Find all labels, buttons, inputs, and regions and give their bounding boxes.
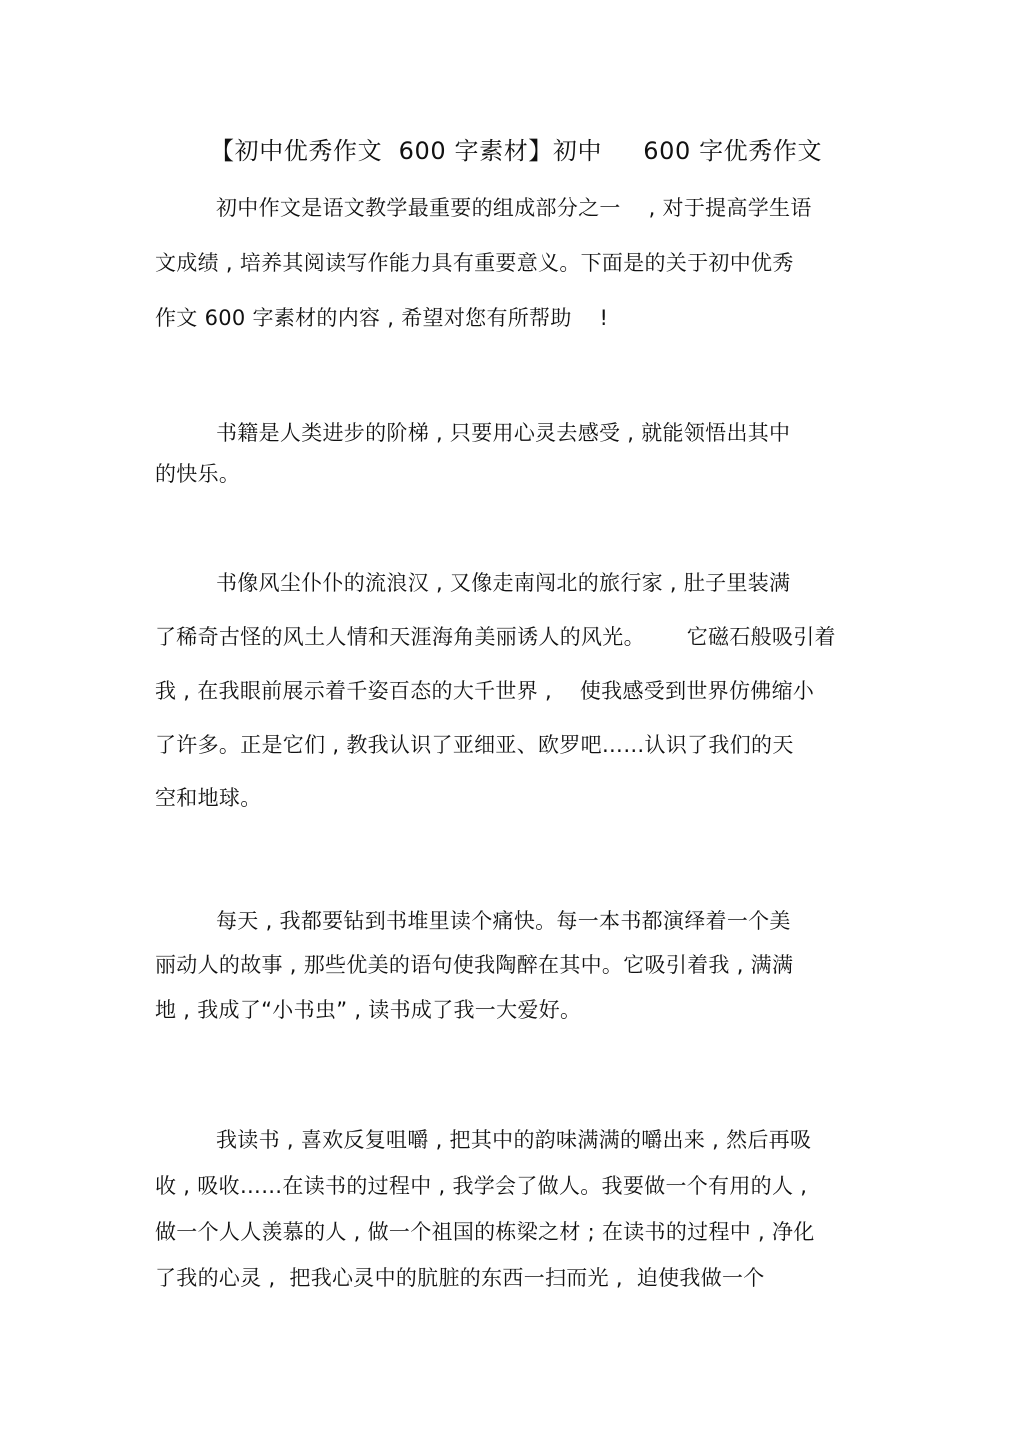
paragraph-5-line-2: 收 , 吸收……在读书的过程中 , 我学会了做人。我要做一个有用的人 , (155, 1174, 808, 1198)
paragraph-3-line-4: 了许多。正是它们 , 教我认识了亚细亚、欧罗吧……认识了我们的天 (155, 733, 794, 757)
paragraph-1-line-1: 初中作文是语文教学最重要的组成部分之一 , 对于提高学生语 (216, 196, 812, 220)
paragraph-1-line-2: 文成绩 , 培养其阅读写作能力具有重要意义。下面是的关于初中优秀 (155, 251, 794, 275)
paragraph-5-line-3: 做一个人人羡慕的人 , 做一个祖国的栋梁之材 ; 在读书的过程中 , 净化 (155, 1220, 815, 1244)
paragraph-2-line-1: 书籍是人类进步的阶梯 , 只要用心灵去感受 , 就能领悟出其中 (216, 421, 791, 445)
paragraph-3-line-5: 空和地球。 (155, 786, 262, 810)
paragraph-3-line-2: 了稀奇古怪的风土人情和天涯海角美丽诱人的风光。 它磁石般吸引着 (155, 625, 836, 649)
paragraph-4-line-1: 每天 , 我都要钻到书堆里读个痛快。每一本书都演绎着一个美 (216, 909, 791, 933)
paragraph-5-line-4: 了我的心灵 , 把我心灵中的肮脏的东西一扫而光 , 迫使我做一个 (155, 1266, 765, 1290)
paragraph-3-line-3: 我 , 在我眼前展示着千姿百态的大千世界 , 使我感受到世界仿佛缩小 (155, 679, 815, 703)
paragraph-4-line-2: 丽动人的故事 , 那些优美的语句使我陶醉在其中。它吸引着我 , 满满 (155, 953, 794, 977)
paragraph-1-line-3: 作文 600 字素材的内容 , 希望对您有所帮助 ! (155, 306, 609, 330)
paragraph-2-line-2: 的快乐。 (155, 462, 241, 486)
document-title: 【初中优秀作文 600 字素材】初中 600 字优秀作文 (210, 137, 823, 165)
paragraph-4-line-3: 地 , 我成了“小书虫” , 读书成了我一大爱好。 (155, 998, 582, 1022)
paragraph-3-line-1: 书像风尘仆仆的流浪汉 , 又像走南闯北的旅行家 , 肚子里装满 (216, 571, 791, 595)
paragraph-5-line-1: 我读书 , 喜欢反复咀嚼 , 把其中的韵味满满的嚼出来 , 然后再吸 (216, 1128, 812, 1152)
